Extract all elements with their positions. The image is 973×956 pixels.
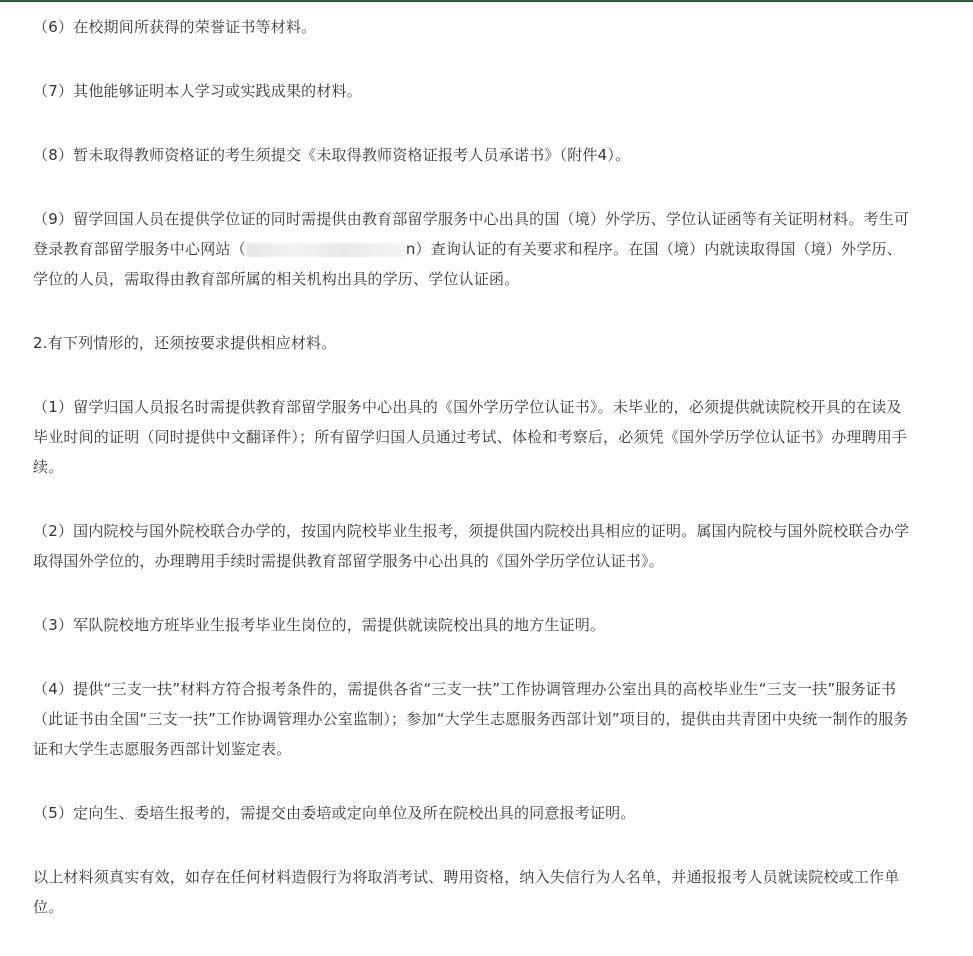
document-body: [33, 12, 913, 956]
paragraph-item-1: （1）留学归国人员报名时需提供教育部留学服务中心出具的《国外学历学位认证书》。未毕业的，必须提供就读院校开具的在读及毕业时间的证明（同时提供中文翻译件）；所有留学归国人员通过考试、体检和考察后，必须凭《国外学历学位认证书》办理聘用手续。: [33, 398, 908, 476]
paragraph-item-9-after: n）查询认证的有关要求和程序。在国（境）内就读取得国（境）外学历、学位的人员，需取得由教育部所属的相关机构出具的学历、学位认证函。: [33, 240, 902, 288]
closing-statement: 以上材料须真实有效，如存在任何材料造假行为将取消考试、聘用资格，纳入失信行为人名单，并通报报考人员就读院校或工作单位。: [33, 868, 900, 916]
paragraph-item-9-before: （9）留学回国人员在提供学位证的同时需提供由教育部留学服务中心出具的国（境）外学历、学位认证函等有关证明材料。考生可登录教育部留学服务中心网站（: [33, 210, 910, 258]
top-border: [0, 0, 973, 2]
paragraph-item-6: （6）在校期间所获得的荣誉证书等材料。: [33, 18, 317, 36]
paragraph-item-7: （7）其他能够证明本人学习或实践成果的材料。: [33, 82, 362, 100]
paragraph-item-5: （5）定向生、委培生报考的，需提交由委培或定向单位及所在院校出具的同意报考证明。: [33, 804, 636, 822]
paragraph-item-2: （2）国内院校与国外院校联合办学的，按国内院校毕业生报考，须提供国内院校出具相应的证明。属国内院校与国外院校联合办学取得国外学位的，办理聘用手续时需提供教育部留学服务中心出具的《国外学历学位认证书》。: [33, 522, 910, 570]
section-heading: 2.有下列情形的，还须按要求提供相应材料。: [33, 334, 337, 352]
paragraph-item-8: （8）暂未取得教师资格证的考生须提交《未取得教师资格证报考人员承诺书》（附件4）。: [33, 146, 631, 164]
paragraph-item-4: （4）提供“三支一扶”材料方符合报考条件的，需提供各省“三支一扶”工作协调管理办公室出具的高校毕业生“三支一扶”服务证书（此证书由全国“三支一扶”工作协调管理办公室监制）；参加“大学生志愿服务西部计划”项目的，提供由共青团中央统一制作的服务证和大学生志愿服务西部计划鉴定表。: [33, 680, 909, 758]
redacted-website-url: [246, 243, 406, 257]
paragraph-item-3: （3）军队院校地方班毕业生报考毕业生岗位的，需提供就读院校出具的地方生证明。: [33, 616, 606, 634]
paragraph-item-9: [33, 204, 913, 294]
